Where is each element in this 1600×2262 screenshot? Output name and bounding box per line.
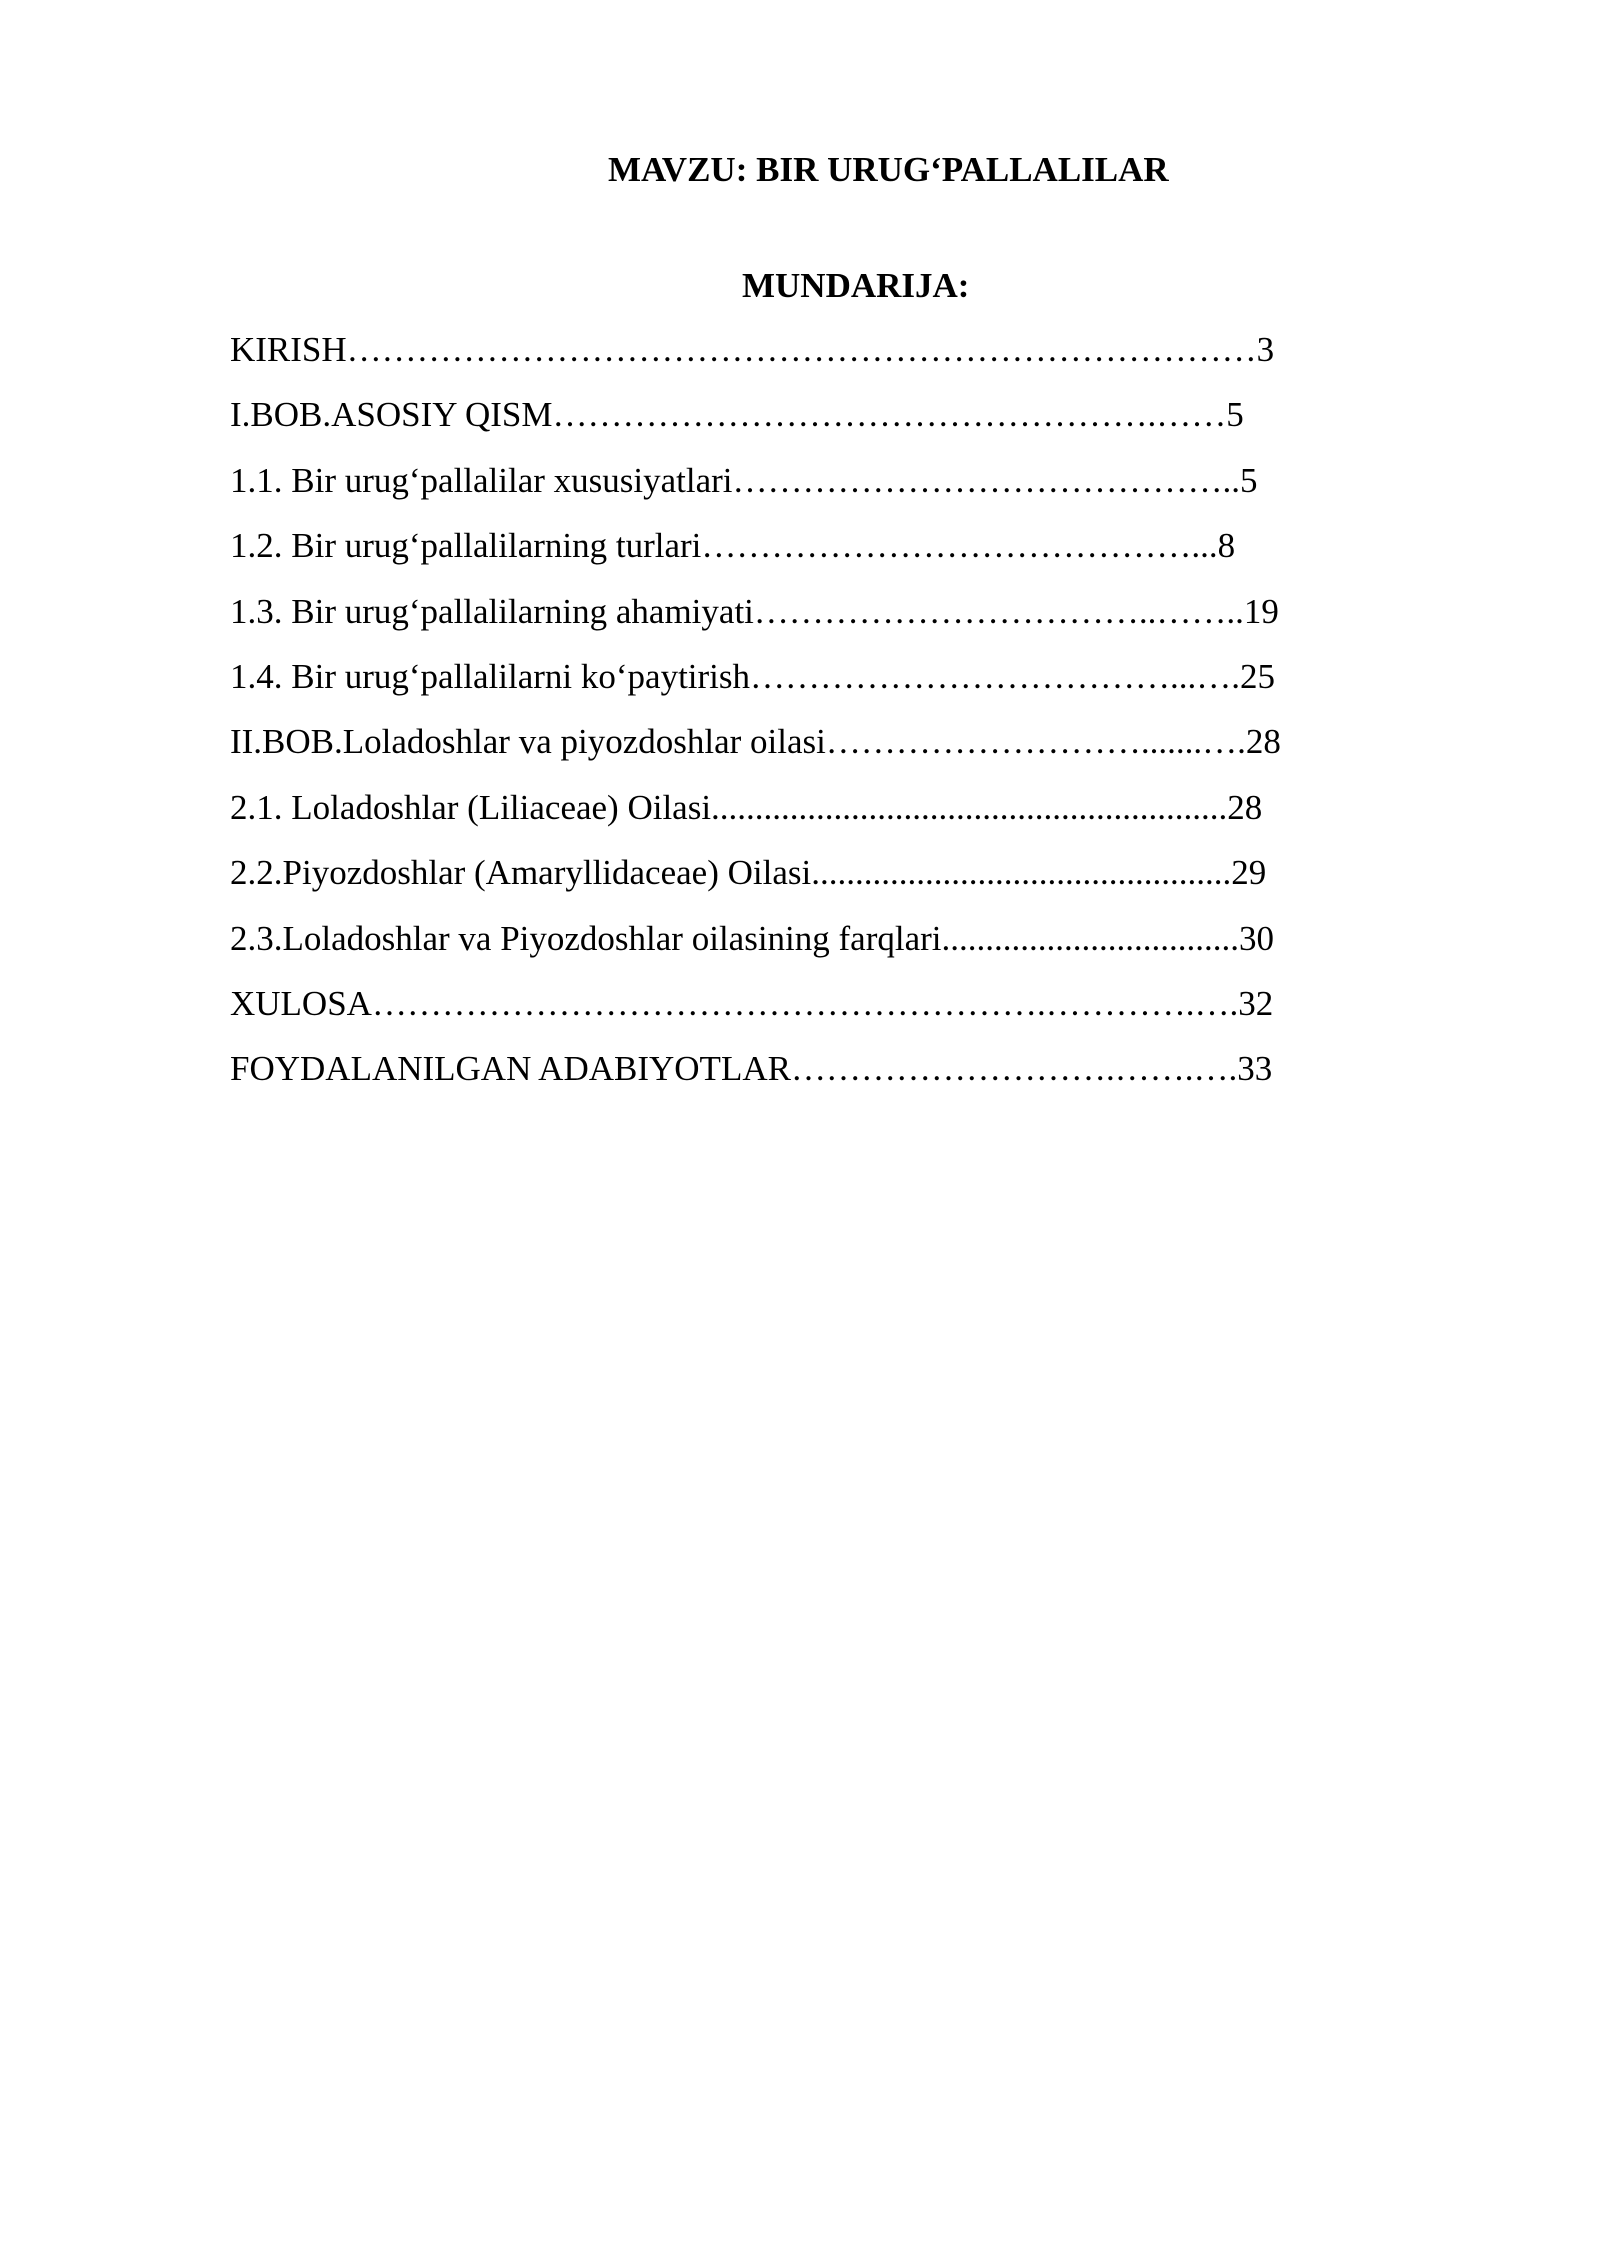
toc-entry-text: 2.2.Piyozdoshlar (Amaryllidaceae) Oilasi................................................29: [230, 853, 1267, 893]
toc-entry-text: 2.1. Loladoshlar (Liliaceae) Oilasi...........................................................28: [230, 787, 1263, 827]
toc-entry-text: KIRISH……………………………………………………………………3: [230, 330, 1275, 369]
toc-entry-text: 1.1. Bir urug‘pallalilar xususiyatlari……………………………………..5: [230, 460, 1258, 500]
toc-entry-text: XULOSA………………………………………………….………….….32: [230, 983, 1274, 1023]
toc-entry-section-1-4: [230, 657, 1380, 722]
toc-entry-chapter-1: [230, 395, 1380, 460]
table-of-contents: [230, 330, 1380, 1115]
toc-entry-text: 1.2. Bir urug‘pallalilarning turlari……………………………………...8: [230, 526, 1236, 566]
toc-entry-introduction: [230, 330, 1380, 395]
toc-heading: MUNDARIJA:: [742, 266, 970, 305]
toc-entry-section-2-2: [230, 853, 1380, 918]
toc-entry-section-2-3: [230, 919, 1380, 984]
toc-entry-text: 1.4. Bir urug‘pallalilarni ko‘paytirish………………………………...….25: [230, 656, 1276, 696]
toc-entry-text: 2.3.Loladoshlar va Piyozdoshlar oilasining farqlari..................................30: [230, 918, 1275, 958]
toc-entry-section-1-1: [230, 461, 1380, 526]
toc-entry-conclusion: [230, 984, 1380, 1049]
toc-entry-text: I.BOB.ASOSIY QISM…………………………………………….……5: [230, 395, 1244, 435]
toc-entry-references: [230, 1049, 1380, 1114]
toc-entry-section-1-2: [230, 526, 1380, 591]
toc-entry-text: II.BOB.Loladoshlar va piyozdoshlar oilasi……………………….......….28: [230, 722, 1281, 762]
toc-entry-section-2-1: [230, 788, 1380, 853]
toc-entry-text: FOYDALANILGAN ADABIYOTLAR……………………….…….….33: [230, 1049, 1273, 1089]
toc-entry-text: 1.3. Bir urug‘pallalilarning ahamiyati……………………………..……..19: [230, 591, 1279, 631]
topic-title: MAVZU: BIR URUG‘PALLALILAR: [608, 150, 1169, 189]
toc-entry-section-1-3: [230, 592, 1380, 657]
toc-entry-chapter-2: [230, 722, 1380, 787]
